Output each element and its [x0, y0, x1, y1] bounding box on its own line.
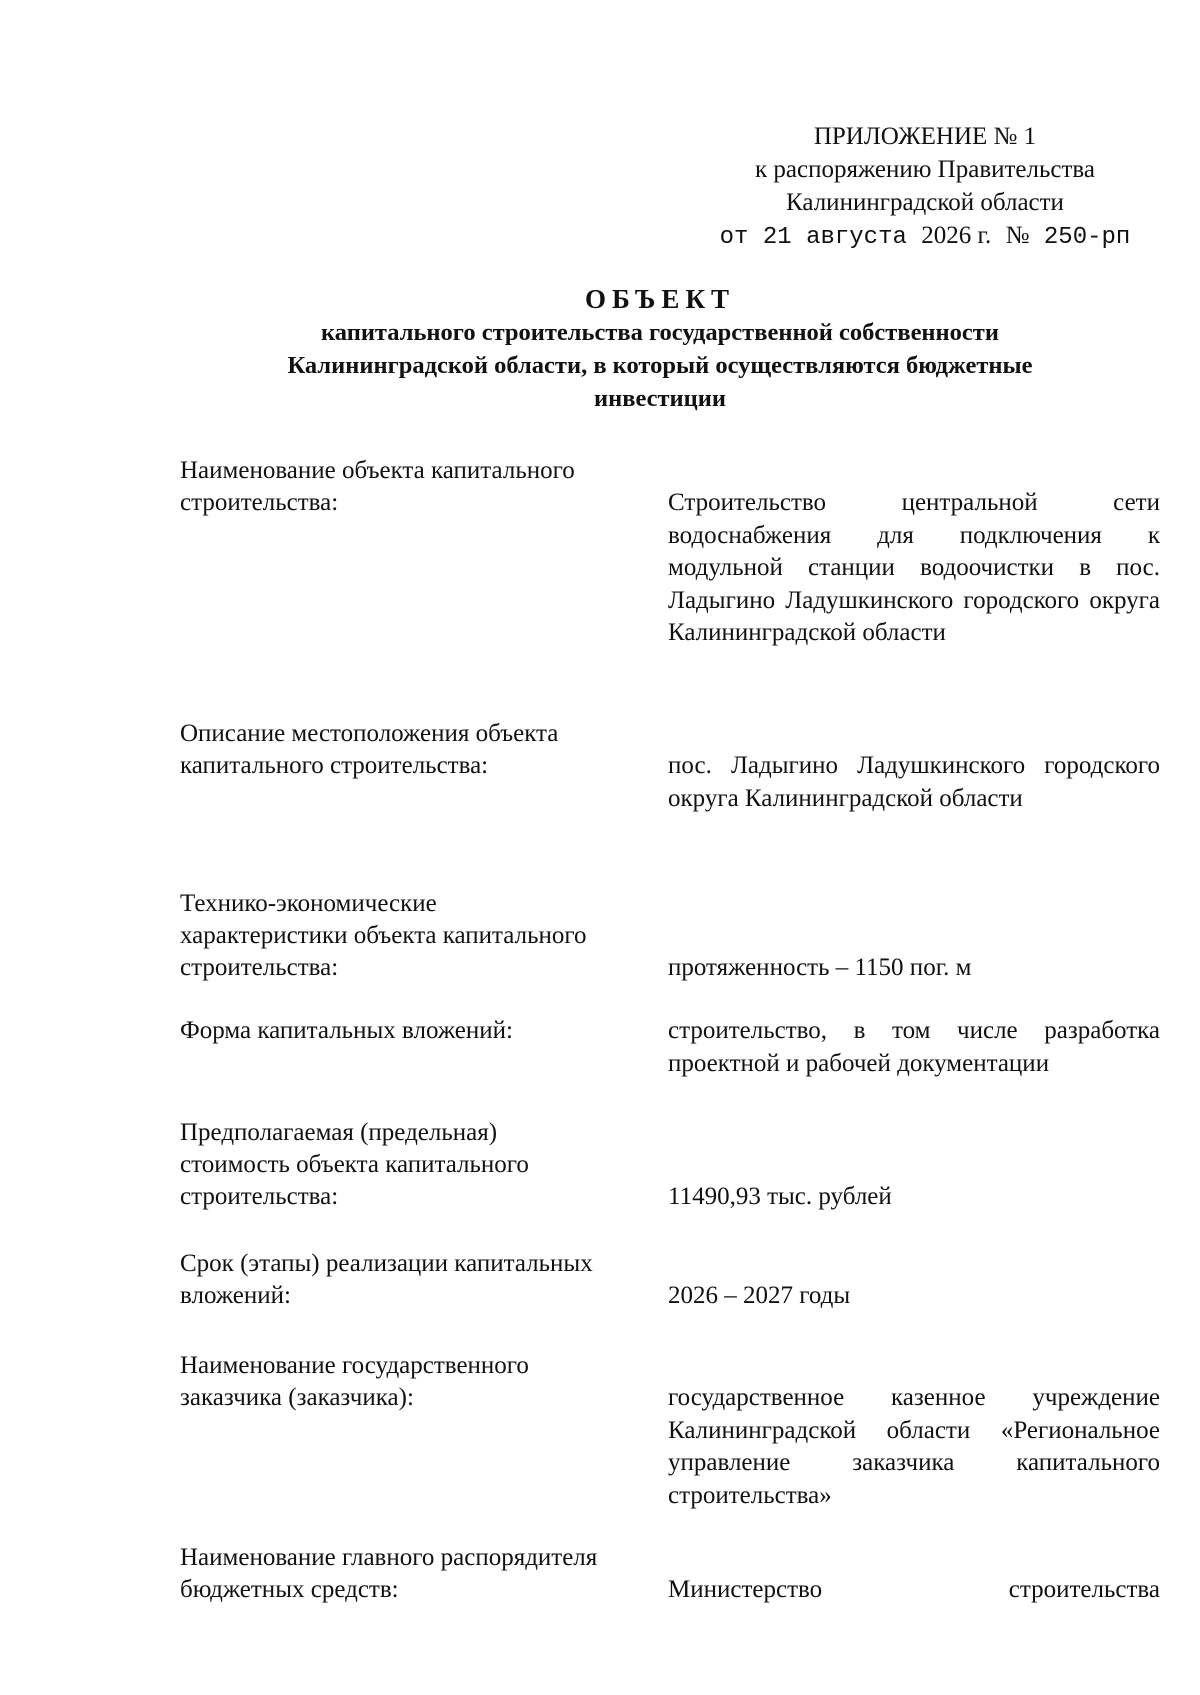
field-label-line: капитального строительства:	[180, 752, 489, 779]
field-label	[180, 1117, 670, 1213]
field-label-line: стоимость объекта капитального	[180, 1151, 529, 1178]
field-value: 2026 – 2027 годы	[668, 1282, 851, 1309]
field-label	[180, 718, 670, 782]
field-label-line: Наименование объекта капитального	[180, 457, 575, 484]
field-label-line: строительства:	[180, 489, 339, 516]
appendix-date: от 21 августа	[719, 224, 907, 251]
field-label	[180, 455, 670, 519]
title-line-1: капитального строительства государственной собственности	[321, 319, 999, 346]
field-label-line: строительства:	[180, 954, 339, 981]
field-label-line: Технико-экономические	[180, 890, 437, 917]
field-value: протяженность – 1150 пог. м	[668, 954, 972, 981]
field-label-line: характеристики объекта капитального	[180, 922, 587, 949]
title-line-2: Калининградской области, в который осуществляются бюджетные	[287, 352, 1033, 379]
field-label-line: строительства:	[180, 1183, 339, 1210]
field-label	[180, 1015, 670, 1047]
appendix-date-line	[690, 219, 1160, 254]
field-label-line: Форма капитальных вложений:	[180, 1017, 513, 1044]
field-label	[180, 1542, 670, 1606]
field-value: государственное казенное учреждение Калининградской области «Региональное управление заказчика капитального строительства»	[668, 1384, 1160, 1509]
appendix-header	[690, 120, 1160, 254]
field-value: пос. Ладыгино Ладушкинского городского округа Калининградской области	[668, 752, 1160, 812]
field-label-line: Срок (этапы) реализации капитальных	[180, 1250, 593, 1277]
field-label	[180, 1350, 670, 1414]
field-value: Министерство строительства	[668, 1576, 1160, 1603]
field-label-line: Предполагаемая (предельная)	[180, 1119, 498, 1146]
field-label	[180, 1248, 670, 1312]
field-value: Строительство центральной сети водоснабжения для подключения к модульной станции водоочистки в пос. Ладыгино Ладушкинского городского округа Калининградской области	[668, 489, 1160, 646]
title-line-3: инвестиции	[593, 385, 726, 412]
field-label	[180, 888, 670, 984]
appendix-number-sign: №	[1005, 222, 1030, 249]
field-label-line: бюджетных средств:	[180, 1576, 399, 1603]
appendix-title: ПРИЛОЖЕНИЕ № 1	[813, 123, 1037, 150]
appendix-number: 250-рп	[1043, 224, 1131, 251]
field-label-line: вложений:	[180, 1282, 291, 1309]
title-main: ОБЪЕКТ	[584, 284, 736, 314]
field-label-line: Описание местоположения объекта	[180, 720, 559, 747]
field-value: 11490,93 тыс. рублей	[668, 1183, 892, 1210]
appendix-year: 2026 г.	[921, 222, 992, 249]
appendix-region: Калининградской области	[786, 189, 1064, 216]
field-value: строительство, в том числе разработка проектной и рабочей документации	[668, 1017, 1160, 1077]
field-label-line: Наименование государственного	[180, 1352, 529, 1379]
field-label-line: Наименование главного распорядителя	[180, 1544, 598, 1571]
appendix-reference: к распоряжению Правительства	[754, 156, 1095, 183]
document-title	[160, 282, 1160, 415]
field-label-line: заказчика (заказчика):	[180, 1384, 414, 1411]
